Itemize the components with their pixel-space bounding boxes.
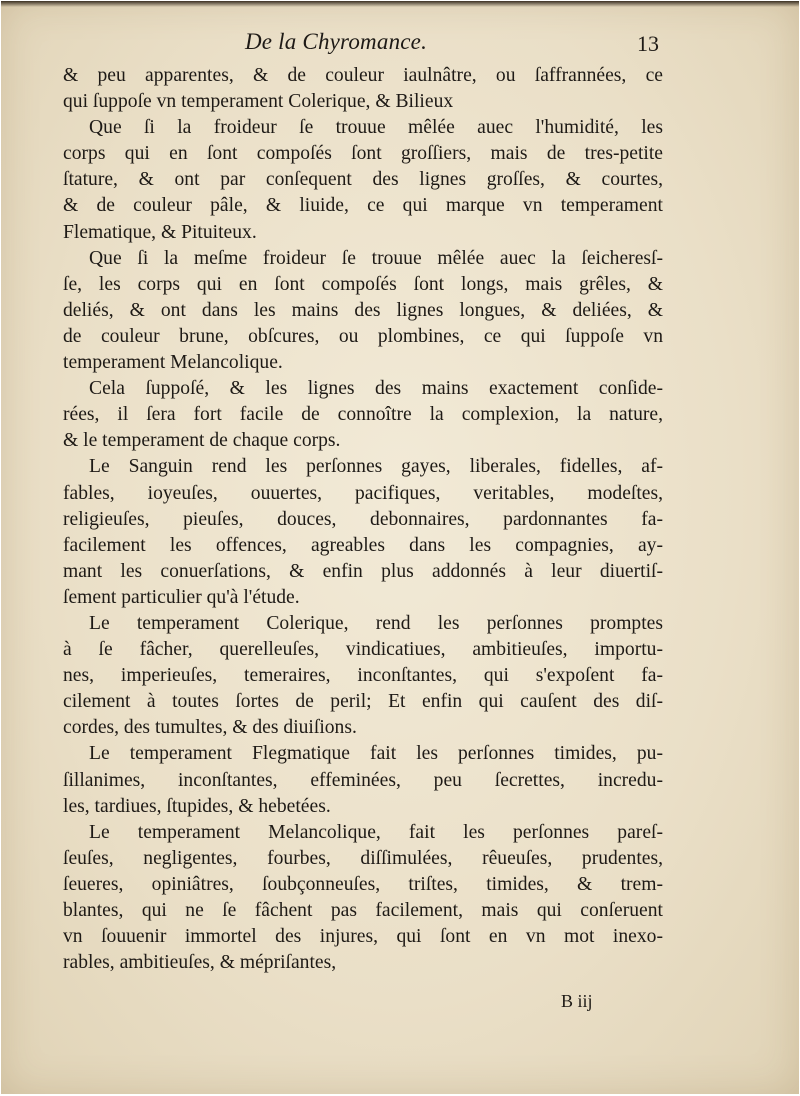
body-text <box>63 63 663 976</box>
page-top-edge <box>1 1 799 7</box>
text-line: ſeueres, opiniâtres, ſoubçonneuſes, triſtes, timides, & trem- <box>63 873 663 895</box>
text-line: mant les conuerſations, & enfin plus addonnés à leur diuertiſ- <box>63 560 663 582</box>
text-line: rables, ambitieuſes, & mépriſantes, <box>63 952 337 974</box>
text-line: fables, ioyeuſes, ouuertes, pacifiques, veritables, modeſtes, <box>63 482 663 504</box>
text-line: Que ſi la meſme froideur ſe trouue mêlée auec la ſeicheresſ- <box>89 247 663 269</box>
text-line: cilement à toutes ſortes de peril; Et enfin qui cauſent des diſ- <box>63 691 663 713</box>
text-line: blantes, qui ne ſe fâchent pas facilement, mais qui conſeruent <box>63 900 663 921</box>
text-line: vn ſouuenir immortel des injures, qui ſont en vn mot inexo- <box>63 926 663 948</box>
text-line: ſillanimes, inconſtantes, effeminées, peu ſecrettes, incredu- <box>63 769 663 791</box>
text-line: qui ſuppoſe vn temperament Colerique, & Bilieux <box>63 91 454 113</box>
text-line: religieuſes, pieuſes, douces, debonnaires, pardonnantes fa- <box>63 508 663 530</box>
text-line: cordes, des tumultes, & des diuiſions. <box>63 717 357 739</box>
text-line: Le temperament Colerique, rend les perſonnes promptes <box>89 612 663 634</box>
text-line: les, tardiues, ſtupides, & hebetées. <box>63 795 331 817</box>
text-line: ſtature, & ont par conſequent des lignes groſſes, & courtes, <box>63 169 663 191</box>
text-line: ſe, les corps qui en ſont compoſés ſont longs, mais grêles, & <box>63 273 663 295</box>
text-line: à ſe fâcher, querelleuſes, vindicatiues, ambitieuſes, importu- <box>63 639 663 661</box>
text-line: facilement les offences, agreables dans les compagnies, ay- <box>63 534 663 556</box>
text-line: Le temperament Melancolique, fait les perſonnes pareſ- <box>89 821 663 843</box>
signature-mark: B iij <box>561 991 593 1011</box>
text-line: Le Sanguin rend les perſonnes gayes, liberales, fidelles, af- <box>89 456 663 478</box>
text-line: de couleur brune, obſcures, ou plombines, ce qui ſuppoſe vn <box>63 325 663 347</box>
text-line: corps qui en ſont compoſés ſont groſſiers, mais de tres-petite <box>63 143 663 165</box>
text-line: & de couleur pâle, & liuide, ce qui marque vn temperament <box>63 195 663 217</box>
text-line: ſeuſes, negligentes, fourbes, diſſimulées, rêueuſes, prudentes, <box>63 847 663 869</box>
text-line: rées, il ſera fort facile de connoître la complexion, la nature, <box>63 404 663 426</box>
text-line: Flematique, & Pituiteux. <box>63 221 257 243</box>
text-line: Le temperament Flegmatique fait les perſonnes timides, pu- <box>89 743 663 765</box>
text-line: & le temperament de chaque corps. <box>63 430 341 452</box>
text-line: & peu apparentes, & de couleur iaulnâtre, ou ſaffrannées, ce <box>63 65 663 86</box>
text-line: deliés, & ont dans les mains des lignes longues, & deliées, & <box>63 299 663 321</box>
text-line: temperament Melancolique. <box>63 352 283 374</box>
text-line: ſement particulier qu'à l'étude. <box>63 586 300 608</box>
book-page <box>1 1 799 1094</box>
text-line: nes, imperieuſes, temeraires, inconſtantes, qui s'expoſent fa- <box>63 665 663 687</box>
text-line: Cela ſuppoſé, & les lignes des mains exactement conſide- <box>89 378 663 400</box>
text-line: Que ſi la froideur ſe trouue mêlée auec l'humidité, les <box>89 117 663 139</box>
page-number: 13 <box>637 31 659 56</box>
running-title: De la Chyromance. <box>245 29 428 54</box>
